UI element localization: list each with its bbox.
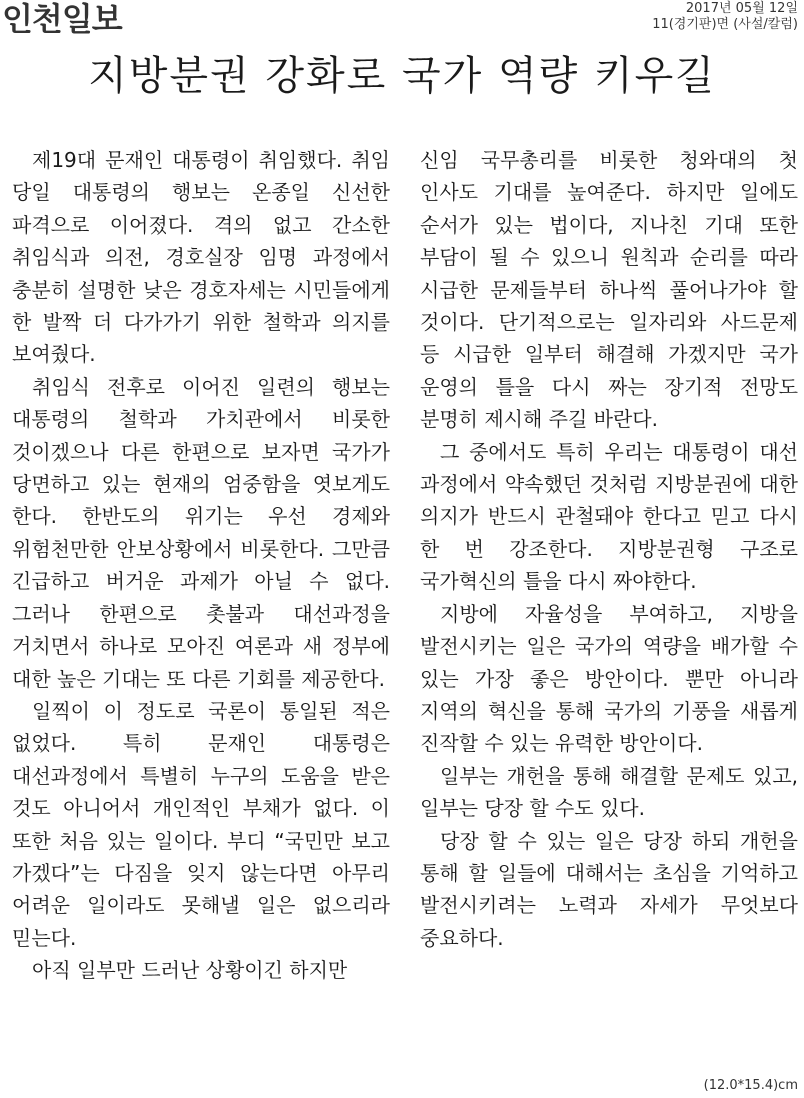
- paragraph: 제19대 문재인 대통령이 취임했다. 취임 당일 대통령의 행보는 온종일 신선한 파격으로 이어졌다. 격의 없고 간소한 취임식과 의전, 경호실장 임명 과정에서 충분히 설명한 낮은 경호자세는 시민들에게 한 발짝 더 다가가기 위한 철학과 의지를 보여줬다.: [12, 148, 390, 367]
- newspaper-logo: 인천일보: [2, 0, 122, 38]
- article-headline: 지방분권 강화로 국가 역량 키우길: [88, 53, 716, 99]
- article-column-left: [12, 144, 390, 987]
- paragraph: 당장 할 수 있는 일은 당장 하되 개헌을 통해 할 일들에 대해서는 초심을 기억하고 발전시키려는 노력과 자세가 무엇보다 중요하다.: [420, 828, 798, 950]
- publication-date: 2017년 05월 12일: [685, 1, 798, 16]
- paragraph: 신임 국무총리를 비롯한 청와대의 첫 인사도 기대를 높여준다. 하지만 일에도 순서가 있는 법이다, 지나친 기대 또한 부담이 될 수 있으니 원칙과 순리를 따라 시급한 문제들부터 하나씩 풀어나가야 할 것이다. 단기적으로는 일자리와 사드문제 등 시급한 일부터 해결해 가겠지만 국가 운영의 틀을 다시 짜는 장기적 전망도 분명히 제시해 주길 바란다.: [420, 148, 798, 432]
- paragraph: 취임식 전후로 이어진 일련의 행보는 대통령의 철학과 가치관에서 비롯한 것이겠으나 다른 한편으로 보자면 국가가 당면하고 있는 현재의 엄중함을 엿보게도 한다. 한반도의 위기는 우선 경제와 위험천만한 안보상황에서 비롯한다. 그만큼 긴급하고 버거운 과제가 아닐 수 없다. 그러나 한편으로 촛불과 대선과정을 거치면서 하나로 모아진 여론과 새 정부에 대한 높은 기대는 또 다른 기회를 제공한다.: [12, 374, 390, 691]
- paragraph: 아직 일부만 드러난 상황이긴 하지만: [32, 958, 348, 983]
- paragraph: 일부는 개헌을 통해 해결할 문제도 있고, 일부는 당장 할 수도 있다.: [420, 763, 798, 821]
- page-section: 11(경기판)면 (사설/칼럼): [652, 17, 798, 32]
- publication-info: [652, 1, 798, 33]
- paragraph: 지방에 자율성을 부여하고, 지방을 발전시키는 일은 국가의 역량을 배가할 수 있는 가장 좋은 방안이다. 뿐만 아니라 지역의 혁신을 통해 국가의 기풍을 새롭게 진작할 수 있는 유력한 방안이다.: [420, 601, 798, 756]
- paragraph: 그 중에서도 특히 우리는 대통령이 대선 과정에서 약속했던 것처럼 지방분권에 대한 의지가 반드시 관철돼야 한다고 믿고 다시 한 번 강조한다. 지방분권형 구조로 국가혁신의 틀을 다시 짜야한다.: [420, 439, 798, 594]
- article-column-right: [420, 144, 798, 954]
- article-size-note: (12.0*15.4)cm: [703, 1078, 798, 1093]
- masthead: [0, 0, 804, 40]
- paragraph: 일찍이 이 정도로 국론이 통일된 적은 없었다. 특히 문재인 대통령은 대선과정에서 특별히 누구의 도움을 받은 것도 아니어서 개인적인 부채가 없다. 이 또한 처음 있는 일이다. 부디 “국민만 보고 가겠다”는 다짐을 잊지 않는다면 아무리 어려운 일이라도 못해낼 일은 없으리라 믿는다.: [12, 698, 390, 950]
